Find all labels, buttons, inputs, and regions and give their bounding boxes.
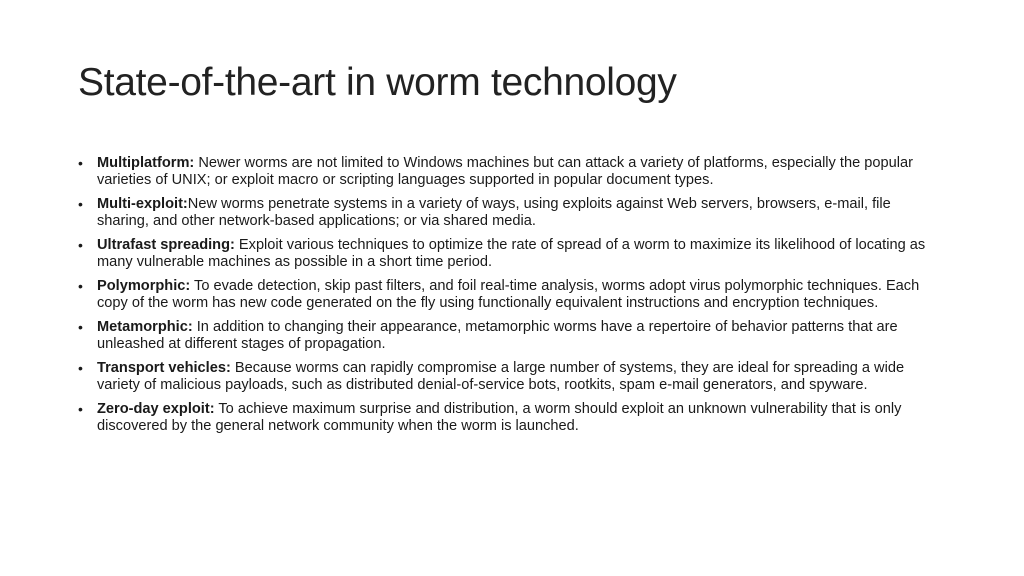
slide-title: State-of-the-art in worm technology [78, 61, 677, 104]
bullet-text: Because worms can rapidly compromise a large number of systems, they are ideal for spreading a wide variety of malicious payloads, such as distributed denial-of-service bots, rootkits, spam e-mail generators, and spyware. [97, 360, 905, 393]
bullet-text: In addition to changing their appearance, metamorphic worms have a repertoire of behavior patterns that are unleashed at different stages of propagation. [97, 319, 898, 352]
bullet-term: Multiplatform: [97, 155, 195, 171]
bullet-text: To evade detection, skip past filters, and foil real-time analysis, worms adopt virus polymorphic techniques. Each copy of the worm has new code generated on the fly using functionally equivalent instructions and encryption techniques. [97, 278, 920, 311]
bullet-text: To achieve maximum surprise and distribution, a worm should exploit an unknown vulnerability that is only discovered by the general network community when the worm is launched. [97, 401, 902, 434]
bullet-dot-icon: • [78, 319, 83, 335]
bullet-ultrafast-spreading [78, 237, 944, 270]
bullet-term: Zero-day exploit: [97, 401, 215, 417]
bullet-zero-day-exploit [78, 401, 944, 434]
bullet-transport-vehicles [78, 360, 944, 393]
bullet-dot-icon: • [78, 360, 83, 376]
bullet-term: Polymorphic: [97, 278, 191, 294]
bullet-text: Exploit various techniques to optimize the rate of spread of a worm to maximize its likelihood of locating as many vulnerable machines as possible in a short time period. [97, 237, 926, 270]
bullet-list [78, 155, 944, 442]
bullet-text: Newer worms are not limited to Windows machines but can attack a variety of platforms, especially the popular varieties of UNIX; or exploit macro or scripting languages supported in popular document types. [97, 155, 913, 188]
bullet-dot-icon: • [78, 196, 83, 212]
bullet-dot-icon: • [78, 401, 83, 417]
bullet-term: Metamorphic: [97, 319, 193, 335]
bullet-term: Ultrafast spreading: [97, 237, 235, 253]
bullet-dot-icon: • [78, 155, 83, 171]
bullet-text: New worms penetrate systems in a variety of ways, using exploits against Web servers, browsers, e-mail, file sharing, and other network-based applications; or via shared media. [97, 196, 891, 229]
bullet-dot-icon: • [78, 237, 83, 253]
bullet-metamorphic [78, 319, 944, 352]
bullet-dot-icon: • [78, 278, 83, 294]
bullet-term: Multi-exploit: [97, 196, 188, 212]
bullet-term: Transport vehicles: [97, 360, 231, 376]
bullet-multiplatform [78, 155, 944, 188]
bullet-polymorphic [78, 278, 944, 311]
bullet-multi-exploit [78, 196, 944, 229]
